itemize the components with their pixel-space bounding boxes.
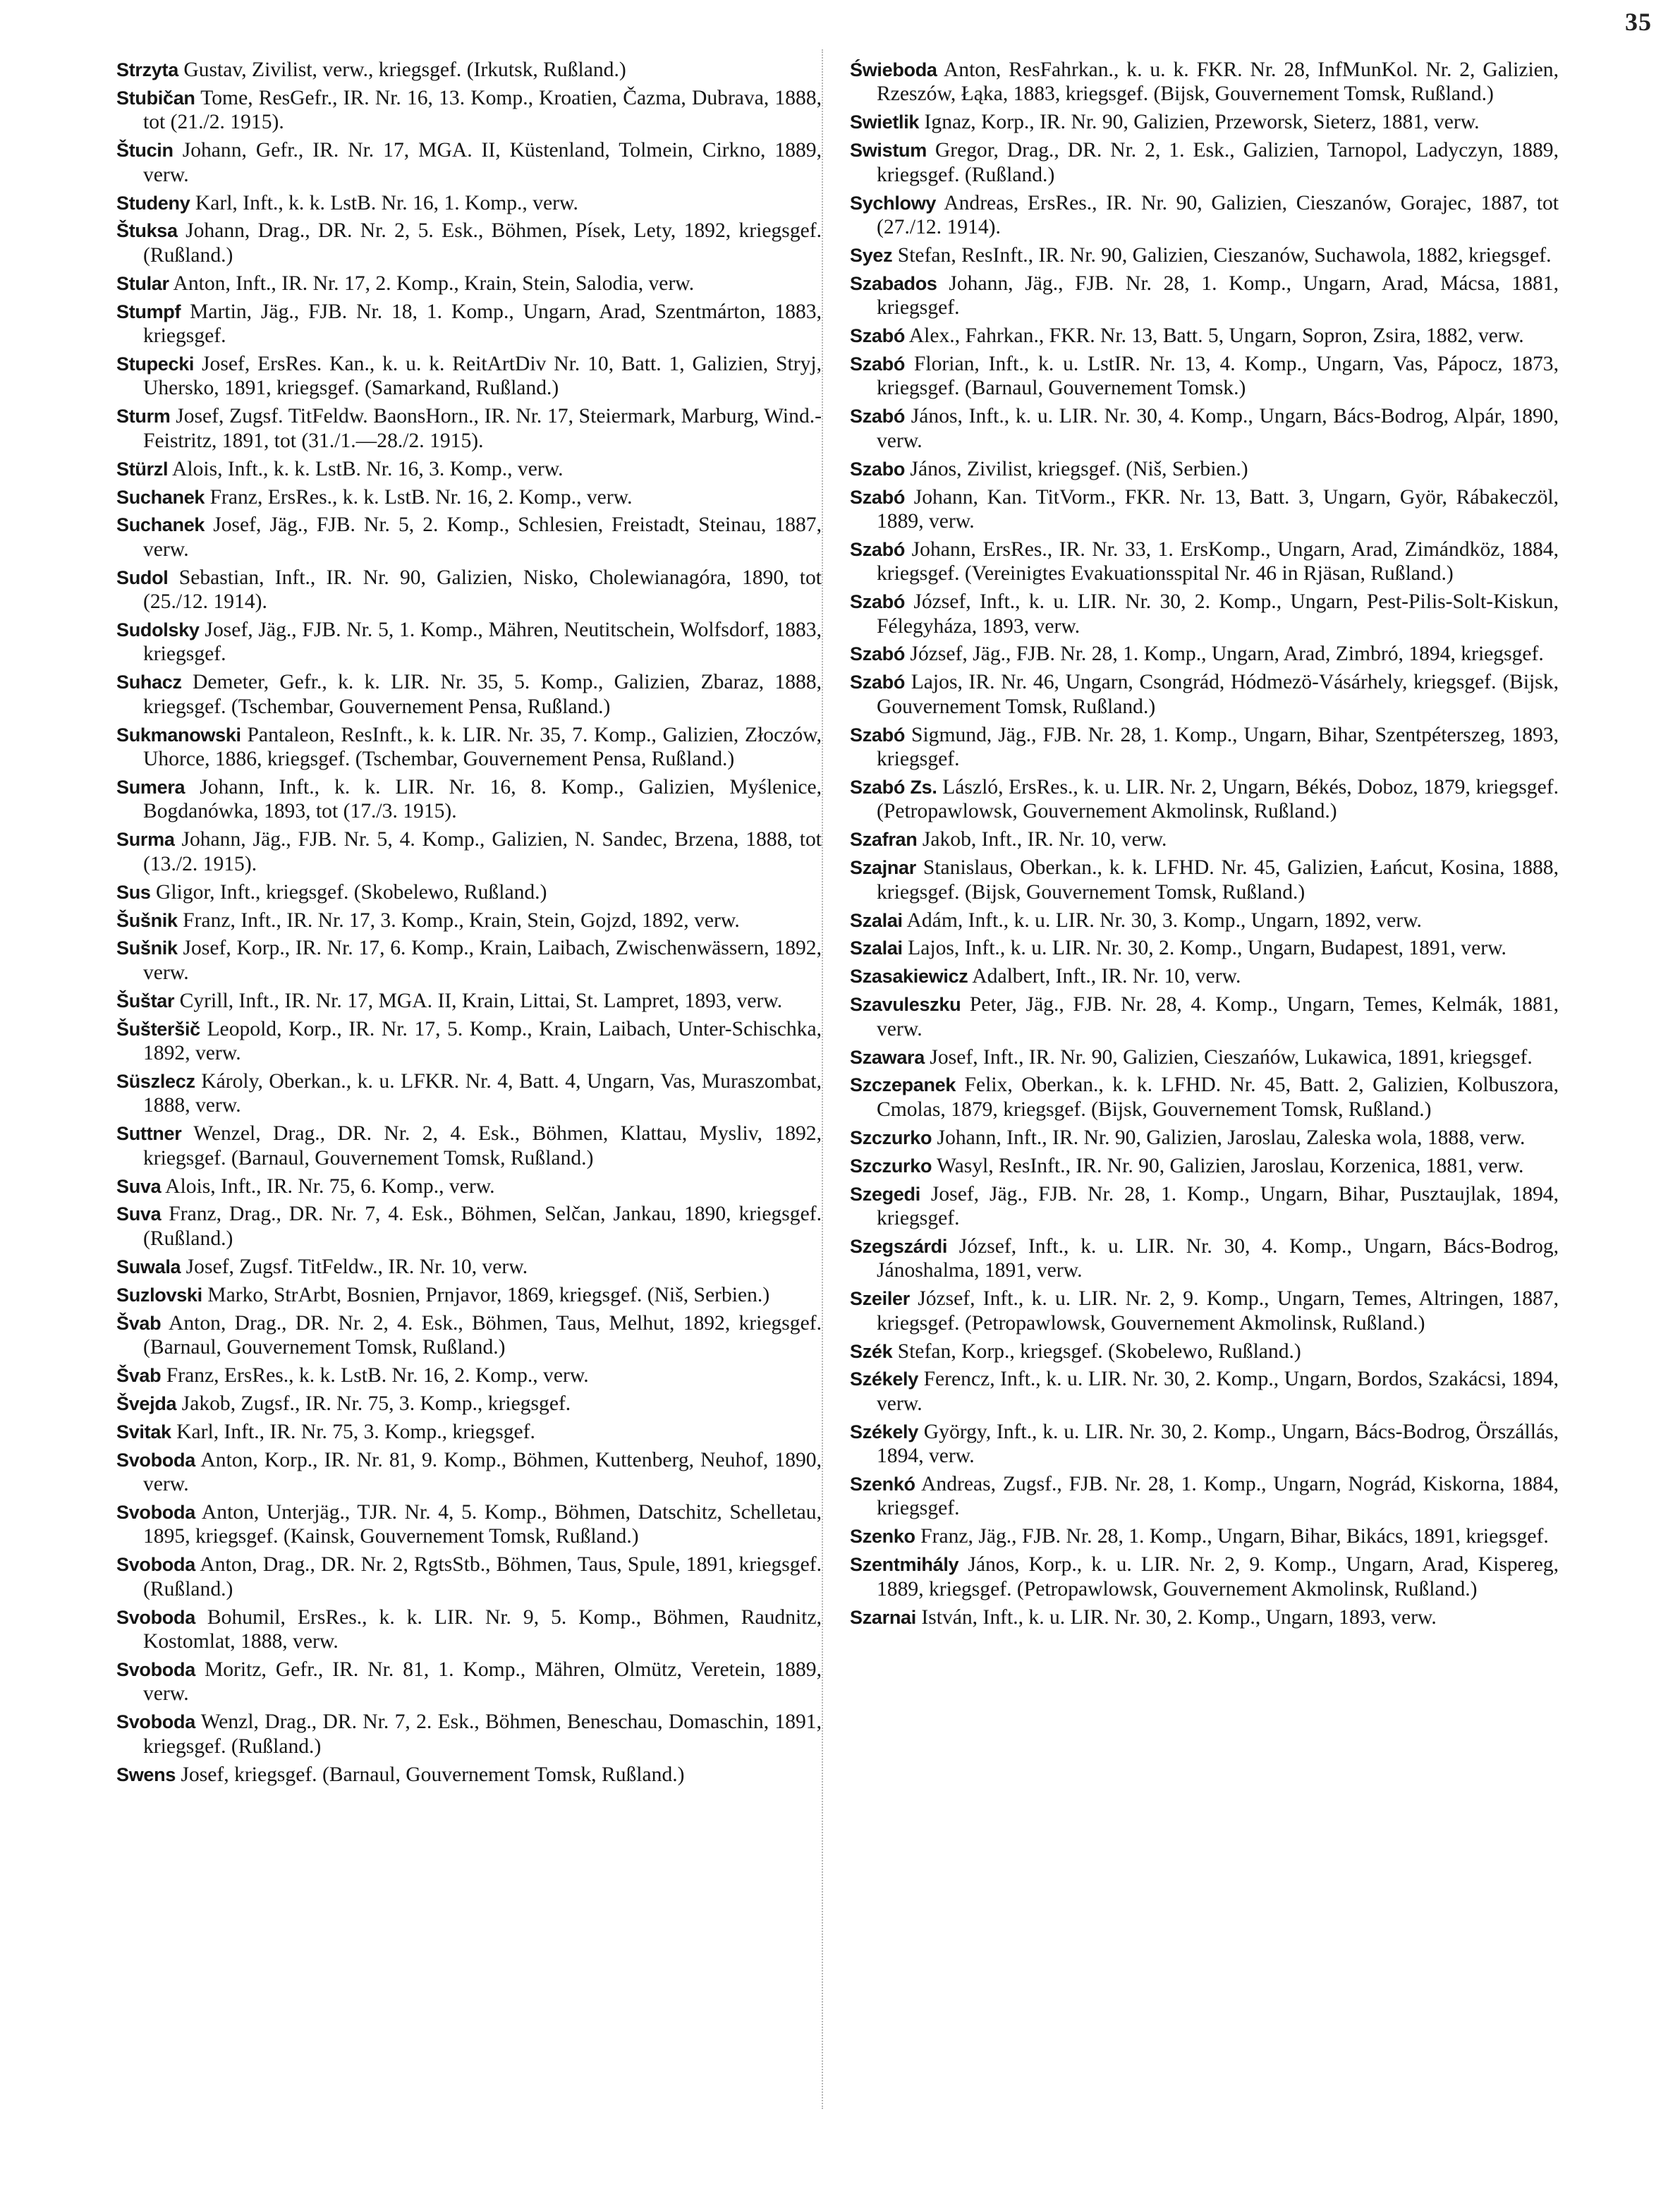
entry-details: Johann, Inft., IR. Nr. 90, Galizien, Jaroslau, Zaleska wola, 1888, verw. bbox=[937, 1126, 1526, 1149]
entry-surname: Szabó bbox=[850, 724, 906, 746]
list-entry bbox=[116, 723, 822, 772]
entry-details: Johann, ErsRes., IR. Nr. 33, 1. ErsKomp., Ungarn, Arad, Zimándköz, 1884, kriegsgef. (Vereinigtes Evakuationsspital Nr. 46 in Rjäsan, Rußland.) bbox=[877, 537, 1559, 585]
entry-details: Josef, kriegsgef. (Barnaul, Gouvernement Tomsk, Rußland.) bbox=[181, 1763, 685, 1786]
list-entry bbox=[850, 272, 1559, 320]
column-divider bbox=[822, 49, 836, 2109]
entry-surname: Sušnik bbox=[116, 937, 178, 959]
left-column bbox=[116, 58, 822, 1790]
list-entry bbox=[850, 537, 1559, 586]
list-entry bbox=[116, 1122, 822, 1170]
list-entry bbox=[116, 1202, 822, 1251]
list-entry bbox=[850, 936, 1559, 960]
list-entry bbox=[116, 1174, 822, 1198]
list-entry bbox=[116, 300, 822, 348]
list-entry bbox=[850, 775, 1559, 824]
entry-surname: Szafran bbox=[850, 829, 918, 851]
list-entry bbox=[116, 191, 822, 215]
entry-details: Alex., Fahrkan., FKR. Nr. 13, Batt. 5, Ungarn, Sopron, Zsira, 1882, verw. bbox=[908, 324, 1524, 348]
list-entry bbox=[850, 670, 1559, 719]
list-entry bbox=[850, 1154, 1559, 1178]
list-entry bbox=[850, 457, 1559, 481]
entry-surname: Swietlik bbox=[850, 111, 920, 133]
entry-surname: Štuksa bbox=[116, 220, 178, 242]
entry-surname: Szegedi bbox=[850, 1183, 920, 1205]
entry-surname: Szegszárdi bbox=[850, 1235, 948, 1257]
entry-details: Jakob, Zugsf., IR. Nr. 75, 3. Komp., kriegsgef. bbox=[181, 1392, 571, 1415]
list-entry bbox=[116, 827, 822, 876]
entry-surname: Székely bbox=[850, 1421, 918, 1442]
entry-details: Marko, StrArbt, Bosnien, Prnjavor, 1869, kriegsgef. (Niš, Serbien.) bbox=[207, 1283, 770, 1306]
list-entry bbox=[850, 138, 1559, 187]
list-entry bbox=[116, 1763, 822, 1787]
entry-surname: Svoboda bbox=[116, 1501, 195, 1523]
list-entry bbox=[850, 1126, 1559, 1150]
list-entry bbox=[116, 1363, 822, 1387]
entry-details: Pantaleon, ResInft., k. k. LIR. Nr. 35, 7. Komp., Galizien, Złoczów, Uhorce, 1886, kriegsgef. (Tschembar, Gouvernement Pensa, Rußland.) bbox=[143, 723, 822, 771]
entry-details: Ignaz, Korp., IR. Nr. 90, Galizien, Przeworsk, Sieterz, 1881, verw. bbox=[924, 111, 1480, 134]
list-entry bbox=[850, 1420, 1559, 1469]
list-entry bbox=[850, 110, 1559, 134]
list-entry bbox=[116, 1392, 822, 1416]
list-entry bbox=[116, 1605, 822, 1654]
list-entry bbox=[116, 1283, 822, 1307]
entry-details: József, Inft., k. u. LIR. Nr. 30, 4. Komp., Ungarn, Bács-Bodrog, Jánoshalma, 1891, verw. bbox=[877, 1234, 1559, 1282]
list-entry bbox=[116, 1448, 822, 1497]
entry-details: János, Korp., k. u. LIR. Nr. 2, 9. Komp., Ungarn, Arad, Kispereg, 1889, kriegsgef. (Petropawlowsk, Gouvernement Akmolinsk, Rußland.) bbox=[877, 1553, 1559, 1600]
entry-surname: Stubičan bbox=[116, 87, 195, 109]
entry-details: József, Inft., k. u. LIR. Nr. 30, 2. Komp., Ungarn, Pest-Pilis-Solt-Kiskun, Félegyháza, 1893, verw. bbox=[877, 590, 1559, 638]
entry-surname: Švab bbox=[116, 1364, 162, 1386]
entry-details: Anton, Drag., DR. Nr. 2, RgtsStb., Böhmen, Taus, Spule, 1891, kriegsgef. (Rußland.) bbox=[143, 1553, 822, 1600]
entry-surname: Świeboda bbox=[850, 59, 937, 80]
entry-details: Johann, Kan. TitVorm., FKR. Nr. 13, Batt. 3, Ungarn, Györ, Rábakeczöl, 1889, verw. bbox=[877, 485, 1559, 533]
list-entry bbox=[116, 1017, 822, 1066]
entry-details: Karl, Inft., IR. Nr. 75, 3. Komp., kriegsgef. bbox=[176, 1420, 535, 1443]
entry-surname: Suchanek bbox=[116, 486, 205, 508]
entry-details: Anton, ResFahrkan., k. u. k. FKR. Nr. 28, InfMunKol. Nr. 2, Galizien, Rzeszów, Łąka, 1883, kriegsgef. (Bijsk, Gouvernement Tomsk, Rußland.) bbox=[877, 59, 1559, 106]
entry-surname: Svitak bbox=[116, 1421, 171, 1442]
list-entry bbox=[850, 324, 1559, 348]
entry-details: Josef, Jäg., FJB. Nr. 28, 1. Komp., Ungarn, Bihar, Pusztaujlak, 1894, kriegsgef. bbox=[877, 1182, 1559, 1229]
list-entry bbox=[850, 1045, 1559, 1069]
list-entry bbox=[850, 992, 1559, 1041]
entry-details: Stanislaus, Oberkan., k. k. LFHD. Nr. 45, Galizien, Łańcut, Kosina, 1888, kriegsgef. (Bijsk, Gouvernement Tomsk, Rußland.) bbox=[877, 856, 1559, 904]
entry-details: Josef, ErsRes. Kan., k. u. k. ReitArtDiv Nr. 10, Batt. 1, Galizien, Stryj, Uhersko, 1891, kriegsgef. (Samarkand, Rußland.) bbox=[143, 352, 822, 400]
entry-surname: Suzlovski bbox=[116, 1284, 202, 1306]
entry-surname: Szavuleszku bbox=[850, 994, 961, 1016]
entry-surname: Szabó Zs. bbox=[850, 776, 937, 798]
list-entry bbox=[850, 964, 1559, 988]
entry-surname: Suwala bbox=[116, 1256, 181, 1277]
entry-details: Ferencz, Inft., k. u. LIR. Nr. 30, 2. Komp., Ungarn, Bordos, Szakácsi, 1894, verw. bbox=[877, 1368, 1559, 1415]
entry-details: Josef, Zugsf. TitFeldw., IR. Nr. 10, verw. bbox=[185, 1255, 528, 1278]
entry-surname: Szczepanek bbox=[850, 1074, 956, 1096]
entry-details: Josef, Jäg., FJB. Nr. 5, 2. Komp., Schlesien, Freistadt, Steinau, 1887, verw. bbox=[143, 514, 822, 561]
entry-details: Johann, Jäg., FJB. Nr. 28, 1. Komp., Ungarn, Arad, Mácsa, 1881, kriegsgef. bbox=[877, 272, 1559, 320]
entry-surname: Stumpf bbox=[116, 300, 181, 322]
list-entry bbox=[116, 618, 822, 667]
list-entry bbox=[116, 1500, 822, 1549]
list-entry bbox=[116, 1553, 822, 1601]
entry-details: Martin, Jäg., FJB. Nr. 18, 1. Komp., Ungarn, Arad, Szentmárton, 1883, kriegsgef. bbox=[143, 300, 822, 348]
entry-details: János, Zivilist, kriegsgef. (Niš, Serbien.) bbox=[910, 457, 1248, 480]
entry-details: Anton, Unterjäg., TJR. Nr. 4, 5. Komp., Böhmen, Datschitz, Schelletau, 1895, kriegsgef. (Kainsk, Gouvernement Tomsk, Rußland.) bbox=[143, 1500, 822, 1548]
entry-surname: Svoboda bbox=[116, 1606, 195, 1628]
list-entry bbox=[850, 352, 1559, 401]
entry-details: Gligor, Inft., kriegsgef. (Skobelewo, Rußland.) bbox=[156, 880, 547, 904]
list-entry bbox=[116, 1658, 822, 1706]
list-entry bbox=[850, 1553, 1559, 1601]
entry-details: Wenzel, Drag., DR. Nr. 2, 4. Esk., Böhmen, Klattau, Mysliv, 1892, kriegsgef. (Barnaul, Gouvernement Tomsk, Rußland.) bbox=[143, 1122, 822, 1170]
entry-surname: Swens bbox=[116, 1763, 176, 1785]
list-entry bbox=[850, 1234, 1559, 1283]
entry-surname: Surma bbox=[116, 829, 175, 851]
entry-details: Stefan, ResInft., IR. Nr. 90, Galizien, Cieszanów, Suchawola, 1882, kriegsgef. bbox=[897, 243, 1552, 267]
entry-details: Karl, Inft., k. k. LstB. Nr. 16, 1. Komp., verw. bbox=[195, 191, 578, 214]
entry-surname: Szabó bbox=[850, 406, 906, 427]
list-entry bbox=[850, 827, 1559, 851]
entry-details: Johann, Jäg., FJB. Nr. 5, 4. Komp., Galizien, N. Sandec, Brzena, 1888, tot (13./2. 1915). bbox=[143, 828, 822, 875]
list-entry bbox=[850, 642, 1559, 666]
list-entry bbox=[850, 1367, 1559, 1416]
entry-surname: Suva bbox=[116, 1203, 162, 1225]
entry-surname: Szabó bbox=[850, 591, 906, 613]
entry-surname: Szarnai bbox=[850, 1606, 916, 1628]
entry-details: Felix, Oberkan., k. k. LFHD. Nr. 45, Batt. 2, Galizien, Kolbuszora, Cmolas, 1879, kriegsgef. (Bijsk, Gouvernement Tomsk, Rußland.) bbox=[877, 1074, 1559, 1121]
entry-details: Anton, Korp., IR. Nr. 81, 9. Komp., Böhmen, Kuttenberg, Neuhof, 1890, verw. bbox=[143, 1448, 822, 1496]
entry-surname: Suhacz bbox=[116, 672, 182, 693]
entry-surname: Sturm bbox=[116, 406, 171, 427]
entry-surname: Strzyta bbox=[116, 59, 178, 80]
entry-surname: Stürzl bbox=[116, 458, 169, 480]
page-number: 35 bbox=[1625, 8, 1652, 36]
entry-surname: Szék bbox=[850, 1340, 893, 1362]
entry-surname: Swistum bbox=[850, 140, 927, 162]
list-entry bbox=[116, 775, 822, 824]
list-entry bbox=[116, 352, 822, 401]
entry-surname: Švab bbox=[116, 1312, 162, 1334]
entry-surname: Suchanek bbox=[116, 514, 205, 536]
entry-surname: Székely bbox=[850, 1368, 918, 1390]
entry-surname: Štucin bbox=[116, 140, 174, 162]
entry-surname: Szabados bbox=[850, 272, 937, 294]
entry-details: György, Inft., k. u. LIR. Nr. 30, 2. Komp., Ungarn, Bács-Bodrog, Örszállás, 1894, verw. bbox=[877, 1420, 1559, 1468]
entry-surname: Sukmanowski bbox=[116, 724, 241, 746]
entry-details: Franz, Inft., IR. Nr. 17, 3. Komp., Krain, Stein, Gojzd, 1892, verw. bbox=[183, 909, 740, 932]
entry-surname: Svoboda bbox=[116, 1658, 195, 1680]
entry-details: Andreas, Zugsf., FJB. Nr. 28, 1. Komp., Ungarn, Nográd, Kiskorna, 1884, kriegsgef. bbox=[877, 1473, 1559, 1520]
entry-surname: Suttner bbox=[116, 1123, 182, 1145]
entry-surname: Szabó bbox=[850, 643, 906, 665]
entry-details: Johann, Gefr., IR. Nr. 17, MGA. II, Küstenland, Tolmein, Cirkno, 1889, verw. bbox=[143, 139, 822, 186]
list-entry bbox=[116, 58, 822, 82]
list-entry bbox=[850, 1073, 1559, 1122]
list-entry bbox=[116, 909, 822, 933]
entry-details: Wasyl, ResInft., IR. Nr. 90, Galizien, Jaroslau, Korzenica, 1881, verw. bbox=[937, 1154, 1524, 1177]
list-entry bbox=[116, 457, 822, 481]
entry-details: Josef, Jäg., FJB. Nr. 5, 1. Komp., Mähren, Neutitschein, Wolfsdorf, 1883, kriegsgef. bbox=[143, 619, 822, 666]
entry-surname: Svoboda bbox=[116, 1449, 195, 1471]
entry-surname: Stupecki bbox=[116, 353, 195, 375]
list-entry bbox=[850, 723, 1559, 772]
entry-details: János, Inft., k. u. LIR. Nr. 30, 4. Komp., Ungarn, Bács-Bodrog, Alpár, 1890, verw. bbox=[877, 405, 1559, 452]
entry-details: Sebastian, Inft., IR. Nr. 90, Galizien, Nisko, Cholewianagóra, 1890, tot (25./12. 1914). bbox=[143, 566, 822, 614]
entry-surname: Sus bbox=[116, 881, 151, 903]
list-entry bbox=[850, 1524, 1559, 1548]
list-entry bbox=[116, 138, 822, 187]
entry-surname: Sumera bbox=[116, 776, 185, 798]
entry-details: Lajos, Inft., k. u. LIR. Nr. 30, 2. Komp., Ungarn, Budapest, 1891, verw. bbox=[908, 937, 1506, 960]
entry-surname: Svoboda bbox=[116, 1554, 195, 1576]
list-entry bbox=[116, 485, 822, 509]
list-entry bbox=[850, 856, 1559, 904]
list-entry bbox=[850, 485, 1559, 534]
entry-details: Josef, Inft., IR. Nr. 90, Galizien, Cieszańów, Lukawica, 1891, kriegsgef. bbox=[930, 1045, 1533, 1069]
entry-surname: Szczurko bbox=[850, 1155, 932, 1177]
entry-surname: Szabó bbox=[850, 325, 906, 347]
entry-details: Anton, Inft., IR. Nr. 17, 2. Komp., Krain, Stein, Salodia, verw. bbox=[173, 272, 695, 295]
list-entry bbox=[116, 513, 822, 561]
entry-surname: Sudol bbox=[116, 566, 169, 588]
list-entry bbox=[116, 880, 822, 904]
entry-details: Adám, Inft., k. u. LIR. Nr. 30, 3. Komp., Ungarn, 1892, verw. bbox=[906, 909, 1422, 932]
entry-details: László, ErsRes., k. u. LIR. Nr. 2, Ungarn, Békés, Doboz, 1879, kriegsgef. (Petropawlowsk, Gouvernement Akmolinsk, Rußland.) bbox=[877, 775, 1559, 823]
entry-details: Josef, Korp., IR. Nr. 17, 6. Komp., Krain, Laibach, Zwischenwässern, 1892, verw. bbox=[143, 937, 822, 984]
entry-details: Bohumil, ErsRes., k. k. LIR. Nr. 9, 5. Komp., Böhmen, Raudnitz, Kostomlat, 1888, verw. bbox=[143, 1605, 822, 1653]
list-entry bbox=[850, 243, 1559, 267]
entry-surname: Szawara bbox=[850, 1046, 925, 1068]
entry-surname: Sudolsky bbox=[116, 619, 200, 641]
list-entry bbox=[116, 936, 822, 985]
entry-surname: Sychlowy bbox=[850, 192, 937, 214]
list-entry bbox=[850, 1605, 1559, 1629]
entry-details: József, Jäg., FJB. Nr. 28, 1. Komp., Ungarn, Arad, Zimbró, 1894, kriegsgef. bbox=[910, 643, 1544, 666]
list-entry bbox=[116, 404, 822, 453]
list-entry bbox=[850, 1182, 1559, 1231]
entry-surname: Szajnar bbox=[850, 857, 916, 879]
entry-details: Gustav, Zivilist, verw., kriegsgef. (Irkutsk, Rußland.) bbox=[183, 59, 626, 81]
entry-details: Károly, Oberkan., k. u. LFKR. Nr. 4, Batt. 4, Ungarn, Vas, Muraszombat, 1888, verw. bbox=[143, 1069, 822, 1117]
entry-details: Alois, Inft., k. k. LstB. Nr. 16, 3. Komp., verw. bbox=[171, 457, 564, 480]
entry-details: Stefan, Korp., kriegsgef. (Skobelewo, Rußland.) bbox=[897, 1340, 1301, 1363]
list-entry bbox=[116, 1710, 822, 1758]
entry-details: Josef, Zugsf. TitFeldw. BaonsHorn., IR. Nr. 17, Steiermark, Marburg, Wind.-Feistritz, 1891, tot (31./1.—28./2. 1915). bbox=[143, 405, 822, 452]
entry-details: Anton, Drag., DR. Nr. 2, 4. Esk., Böhmen, Taus, Melhut, 1892, kriegsgef. (Barnaul, Gouvernement Tomsk, Rußland.) bbox=[143, 1311, 822, 1359]
entry-details: Franz, Drag., DR. Nr. 7, 4. Esk., Böhmen, Selčan, Jankau, 1890, kriegsgef. (Rußland.) bbox=[143, 1203, 822, 1250]
list-entry bbox=[850, 590, 1559, 638]
list-entry bbox=[116, 989, 822, 1013]
list-entry bbox=[116, 670, 822, 719]
entry-details: Adalbert, Inft., IR. Nr. 10, verw. bbox=[972, 965, 1241, 988]
entry-surname: Suva bbox=[116, 1175, 162, 1197]
entry-surname: Šušteršič bbox=[116, 1018, 200, 1040]
entry-details: Peter, Jäg., FJB. Nr. 28, 4. Komp., Ungarn, Temes, Kelmák, 1881, verw. bbox=[877, 993, 1559, 1040]
entry-surname: Szasakiewicz bbox=[850, 966, 968, 988]
entry-surname: Šuštar bbox=[116, 990, 175, 1012]
entry-surname: Szenko bbox=[850, 1526, 915, 1548]
entry-surname: Svoboda bbox=[116, 1711, 195, 1733]
entry-surname: Szczurko bbox=[850, 1126, 932, 1148]
entry-details: István, Inft., k. u. LIR. Nr. 30, 2. Komp., Ungarn, 1893, verw. bbox=[921, 1605, 1437, 1629]
entry-details: József, Inft., k. u. LIR. Nr. 2, 9. Komp., Ungarn, Temes, Altringen, 1887, kriegsgef. (Petropawlowsk, Gouvernement Akmolinsk, Rußland.) bbox=[877, 1287, 1559, 1335]
entry-details: Andreas, ErsRes., IR. Nr. 90, Galizien, Cieszanów, Gorajec, 1887, tot (27./12. 1914). bbox=[877, 191, 1559, 238]
list-entry bbox=[850, 909, 1559, 933]
list-entry bbox=[850, 58, 1559, 107]
entry-surname: Švejda bbox=[116, 1392, 177, 1414]
entry-details: Moritz, Gefr., IR. Nr. 81, 1. Komp., Mähren, Olmütz, Veretein, 1889, verw. bbox=[143, 1658, 822, 1706]
entry-surname: Szabó bbox=[850, 486, 906, 508]
list-entry bbox=[116, 219, 822, 267]
list-entry bbox=[116, 1311, 822, 1360]
list-entry bbox=[116, 1069, 822, 1118]
entry-surname: Szenkó bbox=[850, 1474, 915, 1495]
entry-details: Sigmund, Jäg., FJB. Nr. 28, 1. Komp., Ungarn, Bihar, Szentpéterszeg, 1893, kriegsgef. bbox=[877, 723, 1559, 771]
entry-details: Jakob, Inft., IR. Nr. 10, verw. bbox=[922, 828, 1167, 851]
list-entry bbox=[850, 191, 1559, 240]
entry-surname: Szabo bbox=[850, 458, 906, 480]
entry-details: Johann, Drag., DR. Nr. 2, 5. Esk., Böhmen, Písek, Lety, 1892, kriegsgef. (Rußland.) bbox=[143, 219, 822, 267]
entry-details: Demeter, Gefr., k. k. LIR. Nr. 35, 5. Komp., Galizien, Zbaraz, 1888, kriegsgef. (Tschembar, Gouvernement Pensa, Rußland.) bbox=[143, 671, 822, 718]
entry-details: Wenzl, Drag., DR. Nr. 7, 2. Esk., Böhmen, Beneschau, Domaschin, 1891, kriegsgef. (Rußland.) bbox=[143, 1711, 822, 1758]
list-entry bbox=[850, 1472, 1559, 1521]
list-entry bbox=[116, 86, 822, 135]
list-entry bbox=[116, 1255, 822, 1279]
entry-details: Franz, Jäg., FJB. Nr. 28, 1. Komp., Ungarn, Bihar, Bikács, 1891, kriegsgef. bbox=[920, 1525, 1549, 1548]
list-entry bbox=[850, 1287, 1559, 1335]
entry-surname: Syez bbox=[850, 244, 893, 266]
entry-surname: Stular bbox=[116, 272, 169, 294]
entry-details: Leopold, Korp., IR. Nr. 17, 5. Komp., Krain, Laibach, Unter-Schischka, 1892, verw. bbox=[143, 1017, 822, 1065]
entry-surname: Szeiler bbox=[850, 1288, 910, 1310]
entry-details: Florian, Inft., k. u. LstIR. Nr. 13, 4. Komp., Ungarn, Vas, Pápocz, 1873, kriegsgef. (Barnaul, Gouvernement Tomsk.) bbox=[877, 352, 1559, 400]
entry-details: Franz, ErsRes., k. k. LstB. Nr. 16, 2. Komp., verw. bbox=[166, 1363, 589, 1387]
list-entry bbox=[116, 272, 822, 296]
entry-details: Tome, ResGefr., IR. Nr. 16, 13. Komp., Kroatien, Čazma, Dubrava, 1888, tot (21./2. 1915). bbox=[143, 86, 822, 134]
entry-details: Lajos, IR. Nr. 46, Ungarn, Csongrád, Hódmezö-Vásárhely, kriegsgef. (Bijsk, Gouvernement Tomsk, Rußland.) bbox=[877, 671, 1559, 718]
entry-surname: Szabó bbox=[850, 672, 906, 693]
entry-details: Franz, ErsRes., k. k. LstB. Nr. 16, 2. Komp., verw. bbox=[209, 485, 633, 509]
entry-surname: Szentmihály bbox=[850, 1554, 959, 1576]
entry-surname: Süszlecz bbox=[116, 1070, 195, 1092]
entry-surname: Studeny bbox=[116, 192, 190, 214]
entry-surname: Szalai bbox=[850, 937, 903, 959]
entry-details: Johann, Inft., k. k. LIR. Nr. 16, 8. Komp., Galizien, Myślenice, Bogdanówka, 1893, tot (17./3. 1915). bbox=[143, 775, 822, 823]
entry-surname: Szalai bbox=[850, 909, 903, 931]
entry-details: Gregor, Drag., DR. Nr. 2, 1. Esk., Galizien, Tarnopol, Ladyczyn, 1889, kriegsgef. (Rußland.) bbox=[877, 139, 1559, 186]
list-entry bbox=[850, 1340, 1559, 1363]
entry-surname: Szabó bbox=[850, 353, 906, 375]
entry-surname: Šušnik bbox=[116, 909, 178, 931]
right-column bbox=[850, 58, 1559, 1633]
list-entry bbox=[116, 1420, 822, 1444]
entry-details: Alois, Inft., IR. Nr. 75, 6. Komp., verw. bbox=[165, 1174, 495, 1198]
entry-surname: Szabó bbox=[850, 538, 906, 560]
list-entry bbox=[850, 404, 1559, 453]
entry-details: Cyrill, Inft., IR. Nr. 17, MGA. II, Krain, Littai, St. Lampret, 1893, verw. bbox=[179, 989, 783, 1012]
list-entry bbox=[116, 566, 822, 614]
